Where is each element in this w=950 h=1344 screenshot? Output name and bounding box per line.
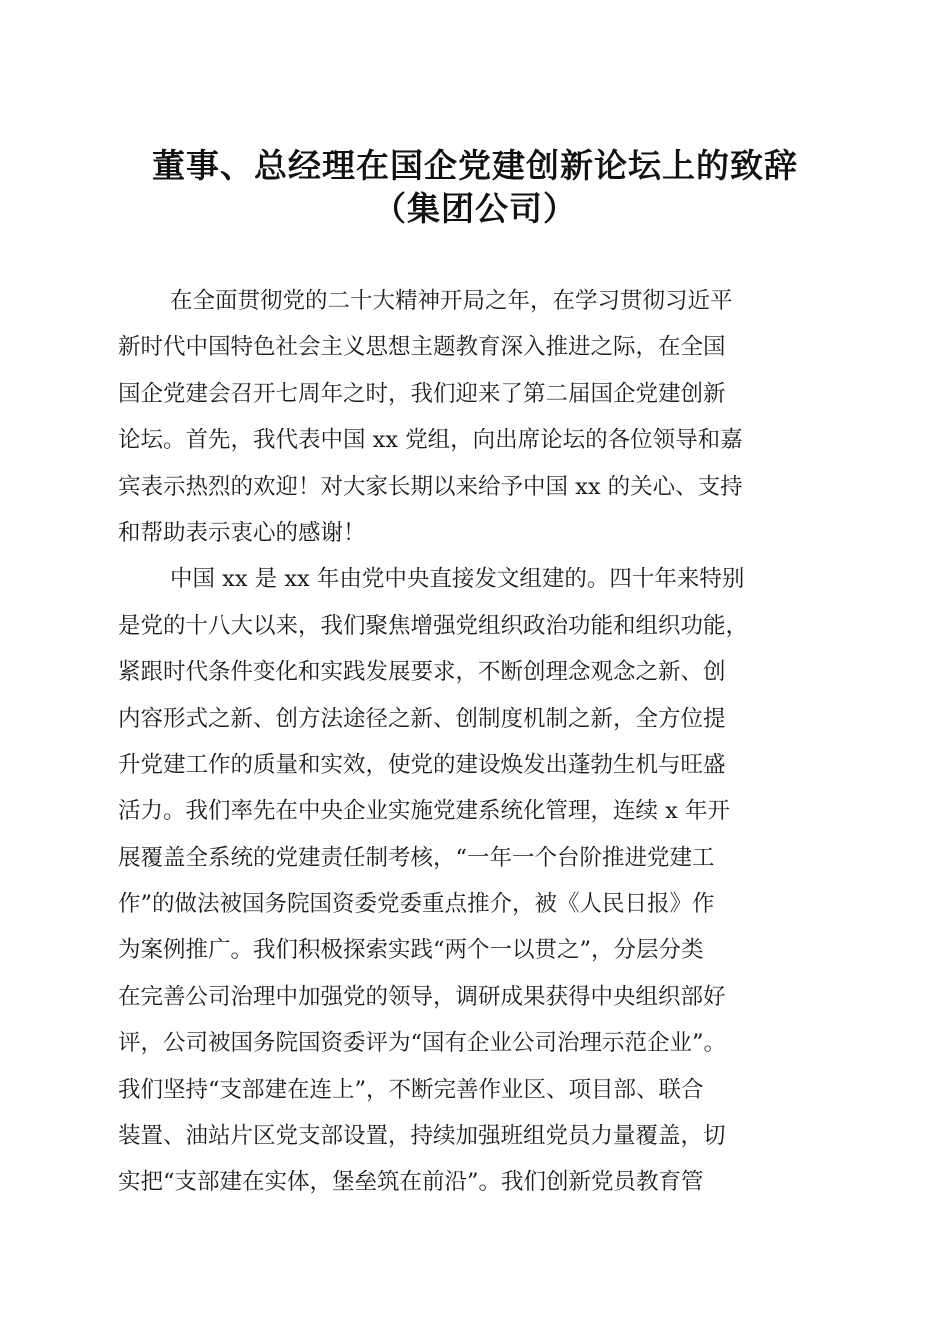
paragraph-1-line: 在全面贯彻党的二十大精神开局之年，在学习贯彻习近平 [170,288,733,314]
paragraph-2-line: 实把“支部建在实体，堡垒筑在前沿”。我们创新党员教育管 [118,1169,704,1196]
paragraph-2-line: 紧跟时代条件变化和实践发展要求，不断创理念观念之新、创 [118,659,726,686]
paragraph-1-line: 新时代中国特色社会主义思想主题教育深入推进之际，在全国 [118,334,726,361]
paragraph-1-line: 和帮助表示衷心的感谢！ [118,519,366,546]
paragraph-2-line: 内容形式之新、创方法途径之新、创制度机制之新，全方位提 [118,705,726,732]
document-body [118,278,838,1206]
paragraph-2-line: 作”的做法被国务院国资委党委重点推介，被《人民日报》作 [118,891,715,918]
paragraph-2-line: 装置、油站片区党支部设置，持续加强班组党员力量覆盖，切 [118,1123,726,1150]
paragraph-2-line: 为案例推广。我们积极探索实践“两个一以贯之”，分层分类 [118,937,704,964]
paragraph-2-line: 展覆盖全系统的党建责任制考核，“一年一个台阶推进党建工 [118,844,715,871]
paragraph-1-line: 国企党建会召开七周年之时，我们迎来了第二届国企党建创新 [118,380,726,407]
paragraph-2-line: 是党的十八大以来，我们聚焦增强党组织政治功能和组织功能， [118,612,749,639]
paragraph-1-line: 论坛。首先，我代表中国 xx 党组，向出席论坛的各位领导和嘉 [118,427,743,454]
paragraph-2-line: 升党建工作的质量和实效，使党的建设焕发出蓬勃生机与旺盛 [118,751,726,778]
paragraph-2-line: 中国 xx 是 xx 年由党中央直接发文组建的。四十年来特别 [170,566,745,593]
paragraph-2-line: 我们坚持“支部建在连上”，不断完善作业区、项目部、联合 [118,1076,704,1103]
paragraph-2-line: 活力。我们率先在中央企业实施党建系统化管理，连续 x 年开 [118,798,730,825]
paragraph-2-line: 评，公司被国务院国资委评为“国有企业公司治理示范企业”。 [118,1030,727,1057]
paragraph-2-line: 在完善公司治理中加强党的领导，调研成果获得中央组织部好 [118,983,726,1010]
document-subtitle: （集团公司） [373,189,577,228]
document-title: 董事、总经理在国企党建创新论坛上的致辞 [152,146,798,185]
paragraph-1-line: 宾表示热烈的欢迎！对大家长期以来给予中国 xx 的关心、支持 [118,473,743,500]
